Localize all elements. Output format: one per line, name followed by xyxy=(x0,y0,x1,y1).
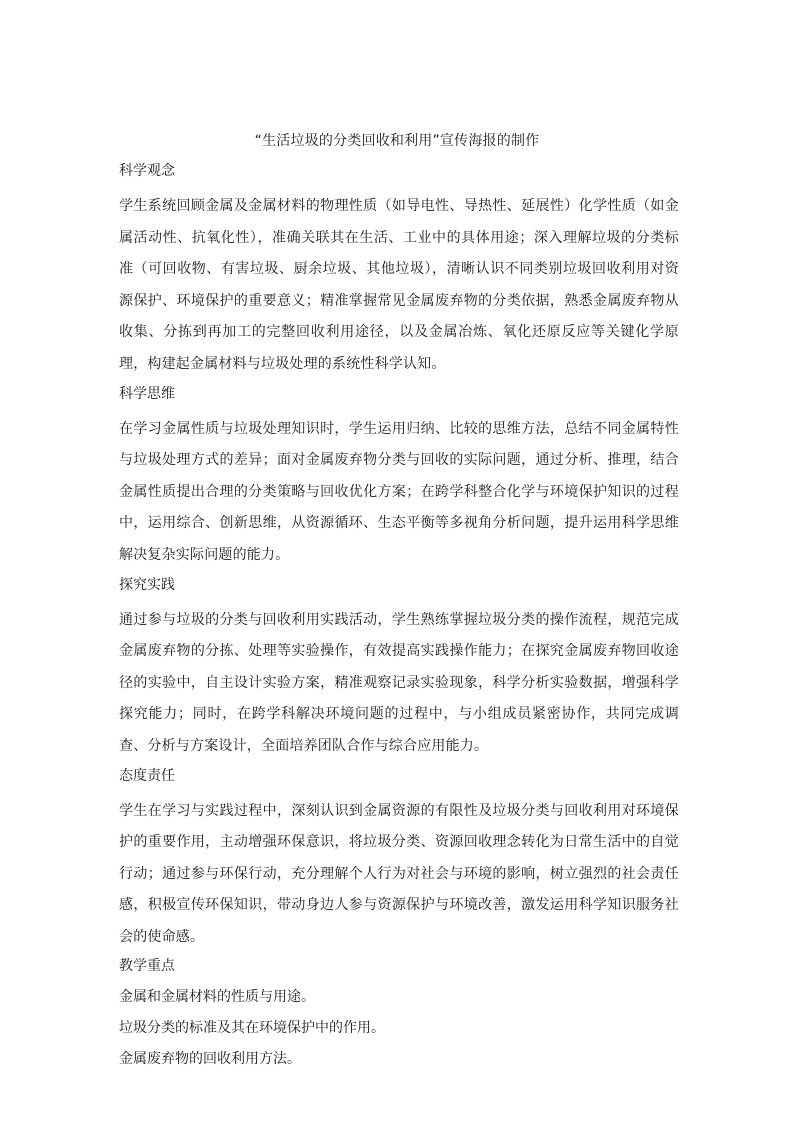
key-point-item: 金属废弃物的回收利用方法。 xyxy=(119,1051,301,1068)
section-text-scientific-thinking: 在学习金属性质与垃圾处理知识时，学生运用归纳、比较的思维方法，总结不同金属特性与垃圾处理方式的差异；面对金属废弃物分类与回收的实际问题，通过分析、推理，结合金属性质提出合理的分类策略与回收优化方案；在跨学科整合化学与环境保护知识的过程中，运用综合、创新思维，从资源循环、生态平衡等多视角分析问题，提升运用科学思维解决复杂实际问题的能力。 xyxy=(119,420,679,563)
section-text-scientific-concepts: 学生系统回顾金属及金属材料的物理性质（如导电性、导热性、延展性）化学性质（如金属活动性、抗氧化性），准确关联其在生活、工业中的具体用途；深入理解垃圾的分类标准（可回收物、有害垃圾、厨余垃圾、其他垃圾），清晰认识不同类别垃圾回收利用对资源保护、环境保护的重要意义；精准掌握常见金属废弃物的分类依据，熟悉金属废弃物从收集、分拣到再加工的完整回收利用途径，以及金属冶炼、氧化还原反应等关键化学原理，构建起金属材料与垃圾处理的系统性科学认知。 xyxy=(119,198,679,372)
document-title: “生活垃圾的分类回收和利用”宣传海报的制作 xyxy=(254,133,540,149)
key-point-item: 垃圾分类的标准及其在环境保护中的作用。 xyxy=(119,1020,385,1037)
section-text-inquiry-practice: 通过参与垃圾的分类与回收利用实践活动，学生熟练掌握垃圾分类的操作流程，规范完成金属废弃物的分拣、处理等实验操作，有效提高实践操作能力；在探究金属废弃物回收途径的实验中，自主设计实验方案，精准观察记录实验现象，科学分析实验数据，增强科学探究能力；同时，在跨学科解决环境问题的过程中，与小组成员紧密协作，共同完成调查、分析与方案设计，全面培养团队合作与综合应用能力。 xyxy=(119,611,679,754)
section-heading-scientific-concepts: 科学观念 xyxy=(119,163,175,179)
section-heading-inquiry-practice: 探究实践 xyxy=(119,576,175,593)
key-point-item: 金属和金属材料的性质与用途。 xyxy=(119,989,315,1006)
section-heading-scientific-thinking: 科学思维 xyxy=(119,385,175,402)
section-heading-attitude-responsibility: 态度责任 xyxy=(119,767,175,784)
document-body xyxy=(119,160,679,1079)
section-heading-teaching-key-points: 教学重点 xyxy=(119,958,175,975)
section-text-attitude-responsibility: 学生在学习与实践过程中，深刻认识到金属资源的有限性及垃圾分类与回收利用对环境保护的重要作用，主动增强环保意识，将垃圾分类、资源回收理念转化为日常生活中的自觉行动；通过参与环保行动，充分理解个人行为对社会与环境的影响，树立强烈的社会责任感，积极宣传环保知识，带动身边人参与资源保护与环境改善，激发运用科学知识服务社会的使命感。 xyxy=(119,802,679,945)
